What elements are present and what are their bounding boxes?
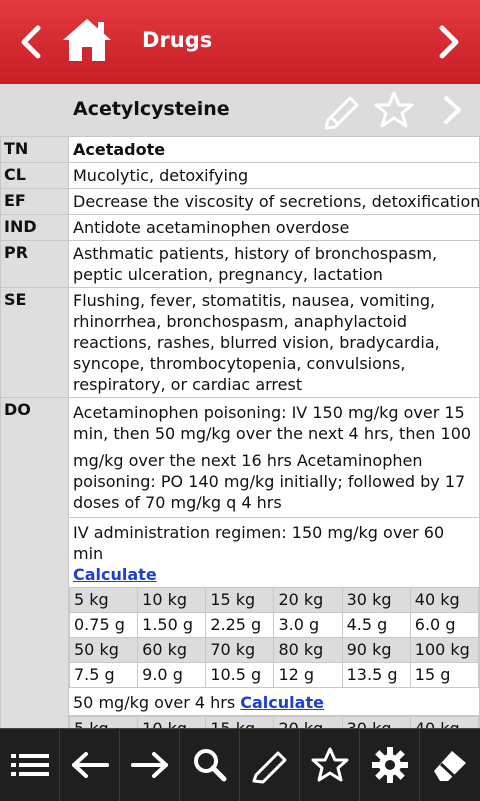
row-key: SE <box>1 288 69 398</box>
edit-button[interactable] <box>240 729 300 801</box>
page-title: Drugs <box>142 28 213 52</box>
back-button[interactable] <box>60 729 120 801</box>
forward-button[interactable] <box>120 729 180 801</box>
dose-cell: 13.5 g <box>342 663 410 688</box>
dose-cell: 6.0 g <box>410 613 478 638</box>
favorite-button[interactable] <box>300 729 360 801</box>
dose-cell: 10.5 g <box>206 663 274 688</box>
star-icon <box>310 747 350 783</box>
dose-weight-row <box>70 638 479 663</box>
arrow-right-icon <box>130 750 170 780</box>
weight-cell: 20 kg <box>274 588 342 613</box>
weight-cell: 10 kg <box>138 588 206 613</box>
row-value: Mucolytic, detoxifying <box>69 163 480 189</box>
calculate-link-1[interactable]: Calculate <box>73 565 157 584</box>
settings-button[interactable] <box>360 729 420 801</box>
row-key: CL <box>1 163 69 189</box>
weight-cell: 80 kg <box>274 638 342 663</box>
table-row <box>1 189 480 215</box>
drug-details <box>0 136 480 728</box>
dosage-cell <box>69 398 480 743</box>
regimen-1 <box>69 518 479 587</box>
dose-cell: 0.75 g <box>70 613 138 638</box>
row-value: Decrease the viscosity of secretions, detoxification <box>69 189 480 215</box>
regimen-1-text: IV administration regimen: 150 mg/kg over 60 min <box>73 523 445 563</box>
weight-cell: 50 kg <box>70 638 138 663</box>
weight-cell: 90 kg <box>342 638 410 663</box>
weight-cell: 15 kg <box>206 588 274 613</box>
drug-name: Acetylcysteine <box>73 98 230 120</box>
table-row <box>1 398 480 743</box>
pencil-icon <box>250 747 290 783</box>
row-key: DO <box>1 398 69 743</box>
row-value: Flushing, fever, stomatitis, nausea, vomiting, rhinorrhea, bronchospasm, anaphylactoid reactions, rashes, blurred vision, bradycardia, syncope, thrombocytopenia, convulsions, respiratory, or cardiac arrest <box>69 288 480 398</box>
dose-cell: 7.5 g <box>70 663 138 688</box>
weight-cell: 30 kg <box>342 588 410 613</box>
regimen-2-text: 50 mg/kg over 4 hrs <box>73 693 236 712</box>
dose-cell: 12 g <box>274 663 342 688</box>
dose-cell: 3.0 g <box>274 613 342 638</box>
dose-value-row <box>70 613 479 638</box>
weight-cell: 5 kg <box>70 588 138 613</box>
menu-button[interactable] <box>0 729 60 801</box>
regimen-2 <box>69 688 479 716</box>
back-chevron-icon[interactable] <box>14 22 48 62</box>
dose-value-row <box>70 663 479 688</box>
table-row <box>1 163 480 189</box>
search-icon <box>190 747 230 783</box>
table-row <box>1 288 480 398</box>
gear-icon <box>370 745 410 785</box>
row-value: Asthmatic patients, history of bronchospasm, peptic ulceration, pregnancy, lactation <box>69 241 480 288</box>
arrow-left-icon <box>70 750 110 780</box>
menu-icon <box>10 750 50 780</box>
dosage-text <box>69 398 479 518</box>
table-row <box>1 215 480 241</box>
table-row <box>1 241 480 288</box>
drug-header <box>0 84 480 137</box>
forward-chevron-icon[interactable] <box>432 22 466 62</box>
dose-cell: 2.25 g <box>206 613 274 638</box>
star-icon[interactable] <box>372 90 416 130</box>
row-key: TN <box>1 137 69 163</box>
home-icon[interactable] <box>60 16 114 64</box>
dosage-text-1: Acetaminophen poisoning: IV 150 mg/kg over 15 min, then 50 mg/kg over the next 4 hrs, then 100 <box>73 403 472 443</box>
row-key: PR <box>1 241 69 288</box>
dose-cell: 9.0 g <box>138 663 206 688</box>
drug-info-table <box>0 136 480 743</box>
weight-cell: 40 kg <box>410 588 478 613</box>
dose-table-1 <box>69 587 479 688</box>
bottom-toolbar <box>0 728 480 801</box>
search-button[interactable] <box>180 729 240 801</box>
weight-cell: 70 kg <box>206 638 274 663</box>
next-chevron-icon[interactable] <box>438 90 468 130</box>
dose-cell: 15 g <box>410 663 478 688</box>
pencil-icon[interactable] <box>320 90 364 130</box>
row-key: IND <box>1 215 69 241</box>
dose-cell: 1.50 g <box>138 613 206 638</box>
eraser-icon <box>430 747 470 783</box>
calculate-link-2[interactable]: Calculate <box>240 693 324 712</box>
weight-cell: 60 kg <box>138 638 206 663</box>
dose-cell: 4.5 g <box>342 613 410 638</box>
row-key: EF <box>1 189 69 215</box>
dose-weight-row <box>70 588 479 613</box>
row-value: Antidote acetaminophen overdose <box>69 215 480 241</box>
weight-cell: 100 kg <box>410 638 478 663</box>
top-bar <box>0 0 480 84</box>
dosage-text-2: mg/kg over the next 16 hrs Acetaminophen poisoning: PO 140 mg/kg initially; followed by 17 doses of 70 mg/kg q 4 hrs <box>73 451 466 512</box>
table-row <box>1 137 480 163</box>
row-value: Acetadote <box>69 137 480 163</box>
eraser-button[interactable] <box>420 729 480 801</box>
